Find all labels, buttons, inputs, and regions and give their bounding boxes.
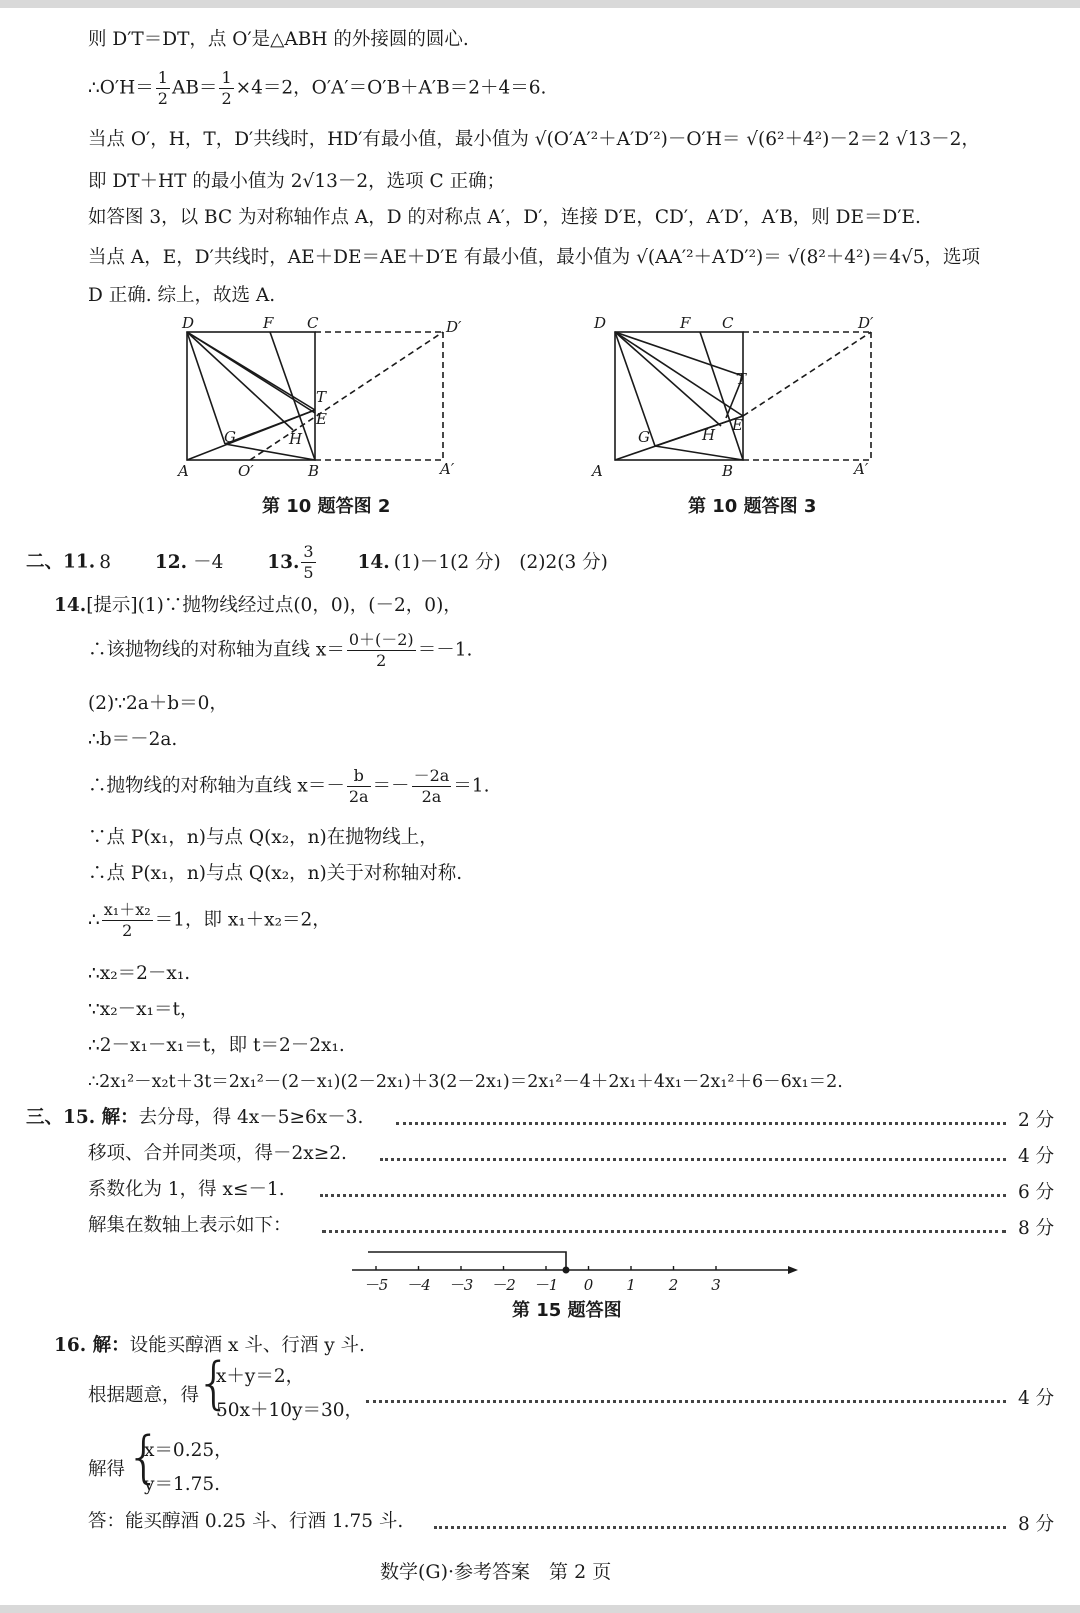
- dot-leader: [366, 1400, 1006, 1403]
- label-Dprime: D′: [858, 314, 874, 332]
- label-E: E: [732, 416, 743, 434]
- axis-tick-label: －2: [491, 1276, 516, 1294]
- label-Oprime: O′: [238, 462, 254, 480]
- q16-answer: 答：能买醇酒 0.25 斗、行酒 1.75 斗.: [88, 1511, 404, 1532]
- brace: {: [126, 1425, 162, 1490]
- figure-10-answer-2: [170, 314, 480, 488]
- text-line-fraction: ∴O′H＝ $\frac{1}{2}$ AB＝ $\frac{1}{2}$ ×4＝2，O′A′＝O′B＋A′B＝2＋4＝6.: [88, 68, 547, 108]
- label-H: H: [702, 426, 716, 444]
- text-line: 即 DT＋HT 的最小值为 2√13－2，选项 C 正确；: [88, 171, 506, 192]
- hint-line: 14.[提示](1)∵抛物线经过点(0，0)，(－2，0)，: [54, 595, 462, 616]
- hint-line: ∴b＝－2a.: [88, 729, 178, 750]
- axis-tick-label: －3: [448, 1276, 474, 1294]
- text-line: 当点 A，E，D′共线时，AE＋DE＝AE＋D′E 有最小值，最小值为 √(AA′²＋A′D′²)＝ √(8²＋4²)＝4√5，选项: [88, 247, 981, 268]
- label-A: A: [592, 462, 603, 480]
- section-2-answers: 二、11. 8 12. －4 13. $\frac{3}{5}$ 14. (1)－1(2 分) (2)2(3 分): [26, 542, 608, 582]
- q15-step-3: 系数化为 1，得 x≤－1.: [88, 1179, 285, 1200]
- text-line: 则 D′T＝DT，点 O′是△ABH 的外接圆的圆心.: [88, 29, 469, 50]
- hint-line-fraction: ∴ $\frac{\text{x₁＋x₂}}{2}$ ＝1，即 x₁＋x₂＝2，: [88, 900, 331, 940]
- label-T: T: [316, 388, 327, 406]
- label-Dprime: D′: [446, 318, 462, 336]
- q16-solve-label: 解得: [88, 1459, 126, 1480]
- equation-2: 50x＋10y＝30，: [216, 1400, 364, 1421]
- dot-leader: [380, 1158, 1006, 1161]
- q16-equation-label: 根据题意，得: [88, 1385, 200, 1406]
- label-D: D: [182, 314, 195, 332]
- score: 6 分: [1018, 1182, 1055, 1203]
- bottom-edge: [0, 1605, 1080, 1613]
- score: 4 分: [1018, 1146, 1055, 1167]
- dot-leader: [434, 1526, 1006, 1529]
- solution-2: y＝1.75.: [144, 1474, 221, 1495]
- q15-step-4: 解集在数轴上表示如下：: [88, 1215, 292, 1236]
- q15-step-2: 移项、合并同类项，得－2x≥2.: [88, 1143, 347, 1164]
- label-E: E: [316, 410, 327, 428]
- label-D: D: [594, 314, 607, 332]
- axis-tick-label: 3: [711, 1276, 721, 1294]
- hint-line-fraction: ∴该抛物线的对称轴为直线 x＝ $\frac{0+(-2)}{2}$ ＝－1.: [88, 630, 473, 670]
- hint-line: ∴2x₁²－x₂t＋3t＝2x₁²－(2－x₁)(2－2x₁)＋3(2－2x₁)＝2x₁²－4＋2x₁＋4x₁－2x₁²＋6－6x₁＝2.: [88, 1072, 843, 1092]
- axis-tick-label: 0: [583, 1276, 594, 1294]
- text-line: 如答图 3，以 BC 为对称轴作点 A，D 的对称点 A′，D′，连接 D′E，CD′，A′D′，A′B，则 DE＝D′E.: [88, 207, 921, 228]
- hint-line-fraction: ∴抛物线的对称轴为直线 x＝－ $\frac{b}{2a}$ ＝－ $\frac{-2a}{2a}$ ＝1.: [88, 766, 490, 806]
- solution-1: x＝0.25，: [144, 1440, 233, 1461]
- label-T: T: [736, 370, 747, 388]
- hint-line: ∵x₂－x₁＝t，: [88, 999, 199, 1020]
- label-A: A: [178, 462, 189, 480]
- label-G: G: [638, 428, 650, 446]
- axis-tick-label: －1: [533, 1276, 559, 1294]
- score: 4 分: [1018, 1388, 1055, 1409]
- text-line: D 正确. 综上，故选 A.: [88, 285, 276, 306]
- top-edge: [0, 0, 1080, 8]
- axis-tick-label: －5: [363, 1276, 389, 1294]
- q15-step-1: 三、15. 解：去分母，得 4x－5≥6x－3.: [26, 1107, 364, 1128]
- dot-leader: [322, 1230, 1006, 1233]
- label-Aprime: A′: [440, 460, 455, 478]
- text-line: 当点 O′，H，T，D′共线时，HD′有最小值，最小值为 √(O′A′²＋A′D′²)－O′H＝ √(6²＋4²)－2＝2 √13－2，: [88, 129, 980, 150]
- hint-line: ∴2－x₁－x₁＝t，即 t＝2－2x₁.: [88, 1035, 345, 1056]
- label-B: B: [722, 462, 734, 480]
- score: 8 分: [1018, 1218, 1055, 1239]
- label-Aprime: A′: [854, 460, 869, 478]
- brace: {: [196, 1351, 232, 1416]
- label-C: C: [307, 314, 319, 332]
- axis-tick-label: 2: [668, 1276, 679, 1294]
- hint-line: ∴x₂＝2－x₁.: [88, 963, 191, 984]
- q16-setup: 16. 解：设能买醇酒 x 斗、行酒 y 斗.: [54, 1335, 365, 1356]
- equation-1: x＋y＝2，: [216, 1366, 305, 1387]
- label-C: C: [722, 314, 734, 332]
- score: 8 分: [1018, 1514, 1055, 1535]
- page-footer: 数学(G)·参考答案 第 2 页: [380, 1561, 612, 1583]
- dot-leader: [396, 1122, 1006, 1125]
- label-F: F: [263, 314, 274, 332]
- score: 2 分: [1018, 1110, 1055, 1131]
- number-line: [340, 1244, 800, 1296]
- figure-10-answer-3: [592, 314, 908, 488]
- number-line-caption: 第 15 题答图: [512, 1300, 622, 1321]
- figure-caption: 第 10 题答图 3: [688, 496, 817, 517]
- label-F: F: [680, 314, 691, 332]
- axis-tick-label: 1: [626, 1276, 636, 1294]
- label-B: B: [308, 462, 320, 480]
- label-H: H: [289, 430, 303, 448]
- axis-tick-label: －4: [406, 1276, 431, 1294]
- hint-line: (2)∵2a＋b＝0，: [88, 693, 228, 714]
- hint-line: ∵点 P(x₁，n)与点 Q(x₂，n)在抛物线上，: [88, 827, 438, 848]
- dot-leader: [320, 1194, 1006, 1197]
- hint-line: ∴点 P(x₁，n)与点 Q(x₂，n)关于对称轴对称.: [88, 863, 463, 884]
- figure-caption: 第 10 题答图 2: [262, 496, 391, 517]
- label-G: G: [224, 428, 236, 446]
